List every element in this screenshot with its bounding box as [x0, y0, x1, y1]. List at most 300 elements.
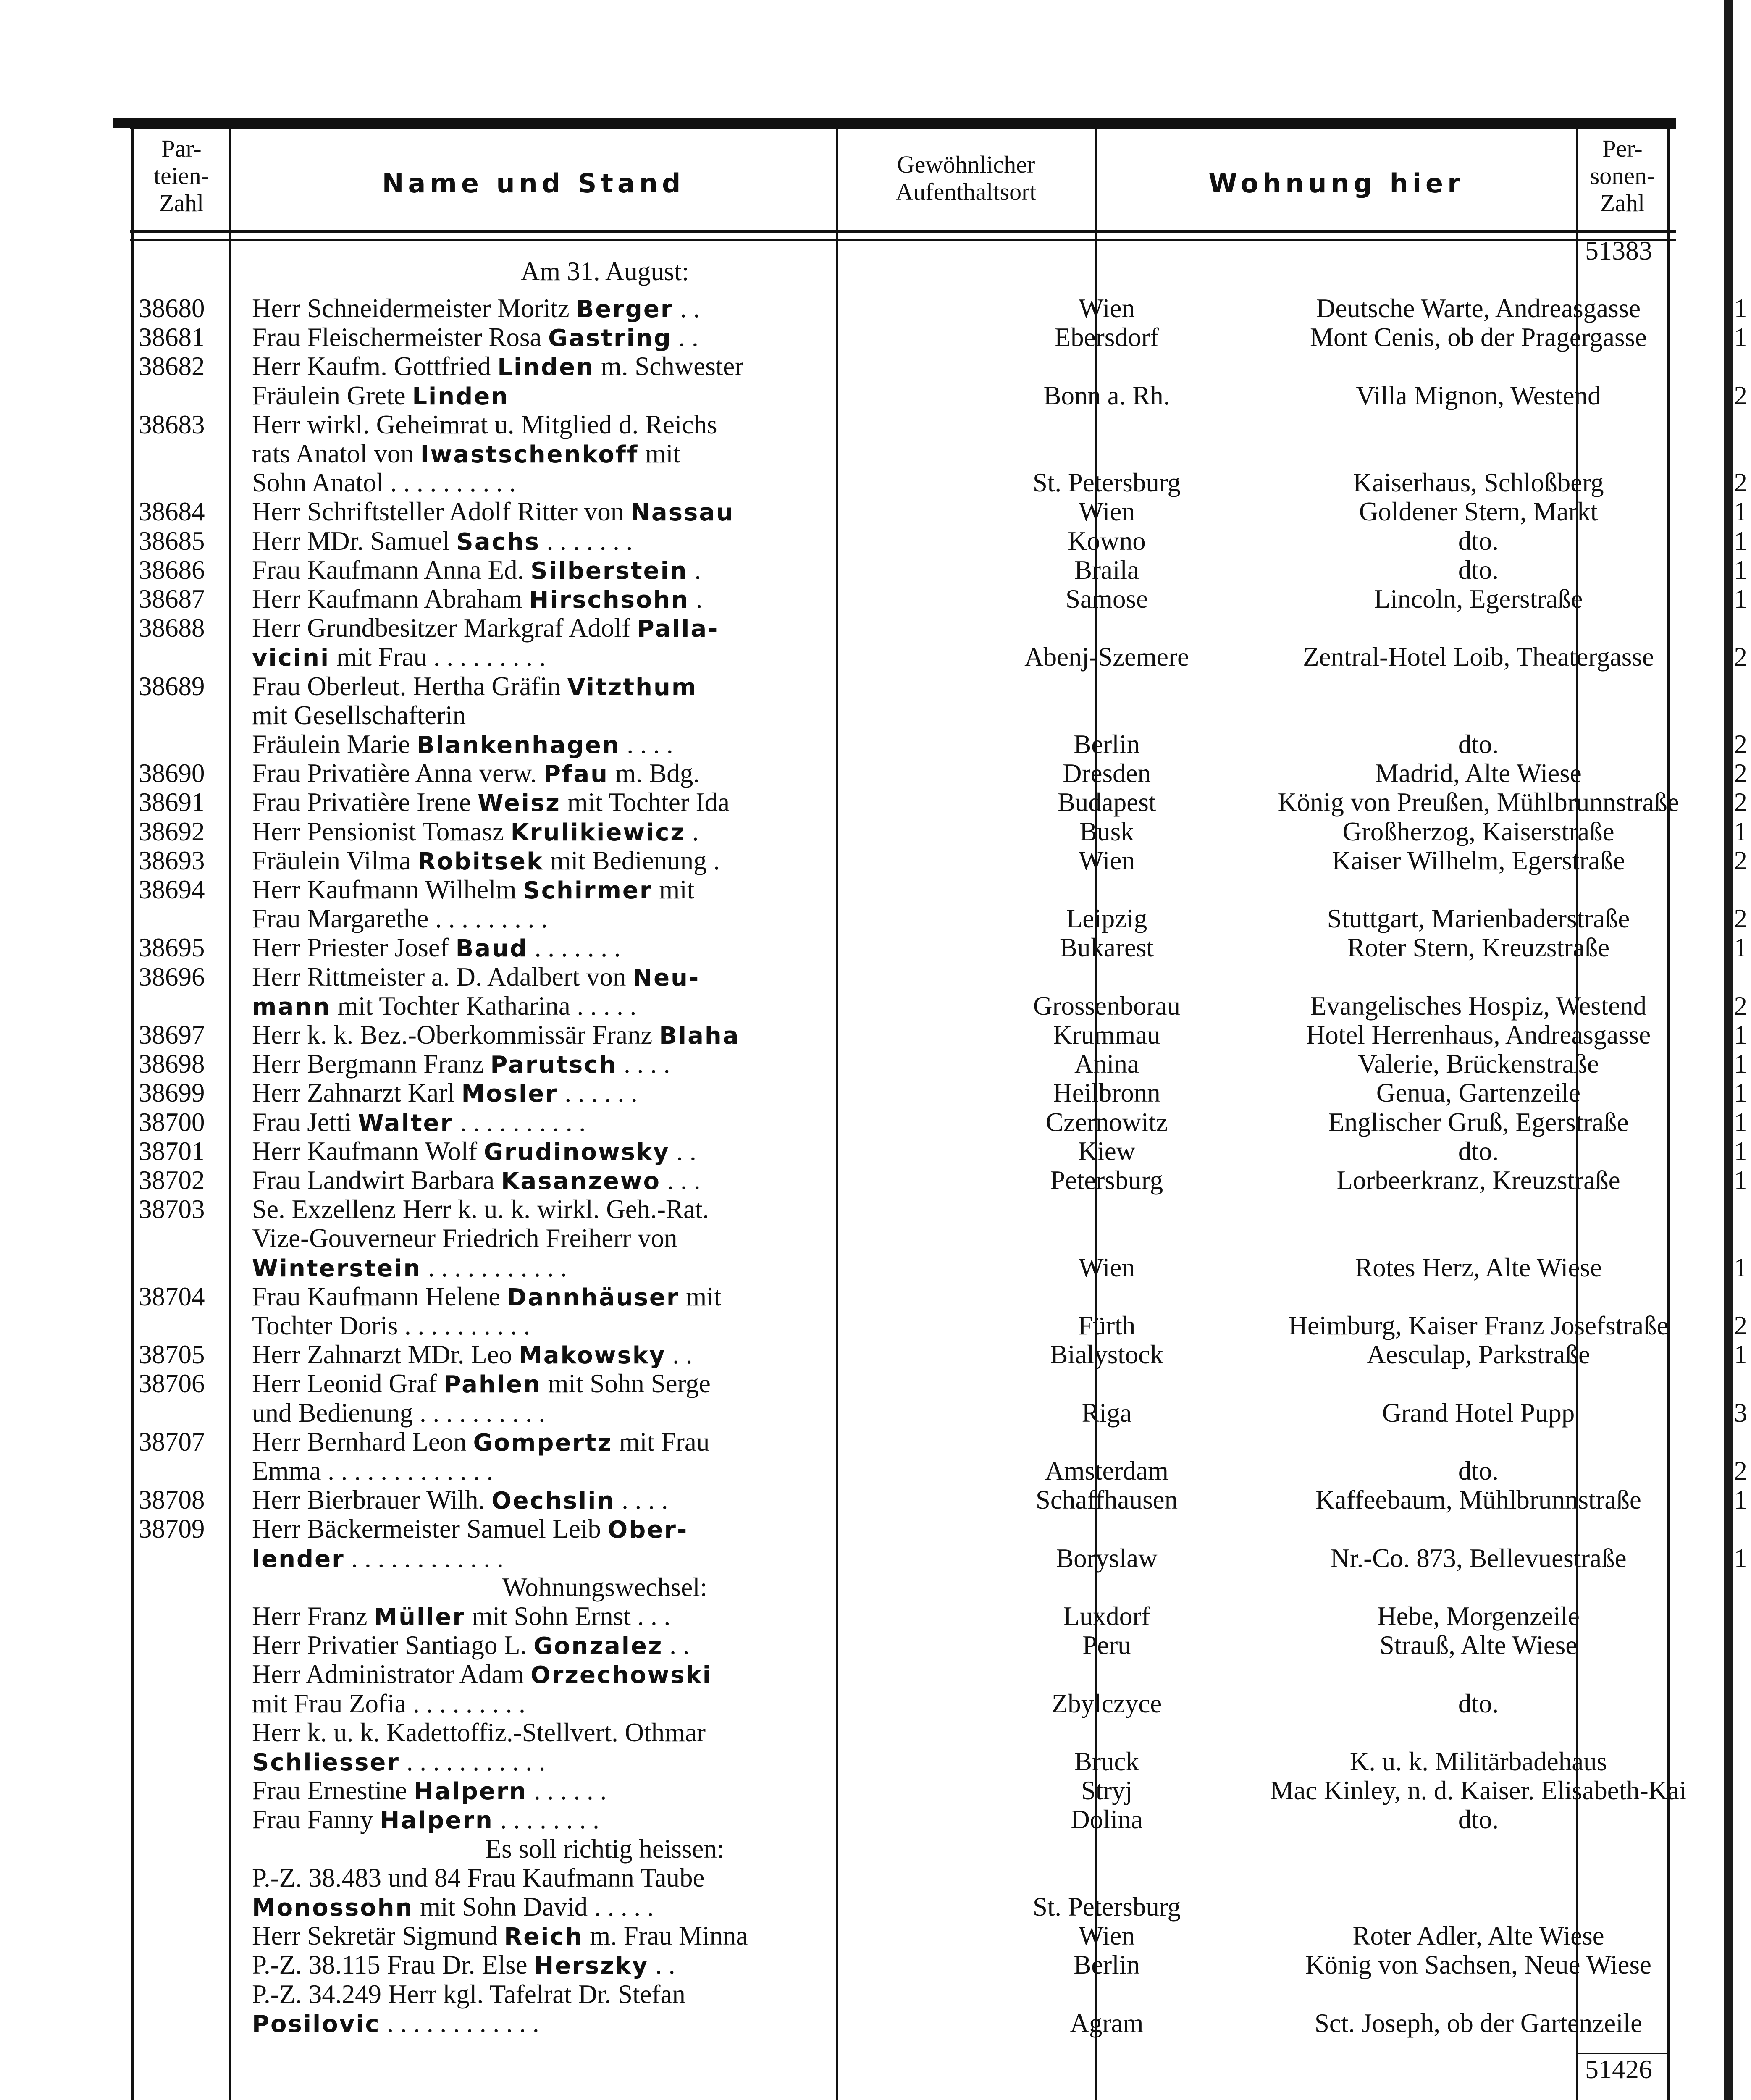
surname: Oechslin	[491, 1487, 615, 1515]
persons-cell: 2	[1734, 381, 1747, 410]
header-name-stand: Name und Stand	[382, 168, 685, 199]
name-tail: . . .	[660, 1166, 701, 1195]
surname: Iwastschenkoff	[420, 441, 639, 468]
persons-cell: 1	[1734, 1252, 1747, 1282]
name-text: Frau Fleischermeister Rosa	[252, 323, 549, 352]
name-tail: . .	[673, 294, 700, 323]
name-cell	[252, 1137, 958, 1167]
lodging-cell: Evangelisches Hospiz, Westend	[1310, 991, 1647, 1021]
name-cell	[252, 1747, 958, 1777]
persons-start: 51383	[1585, 236, 1652, 265]
name-cell	[252, 294, 958, 324]
persons-cell: 1	[1734, 294, 1747, 323]
name-cell	[252, 672, 958, 702]
name-cell	[252, 323, 958, 353]
name-cell	[252, 468, 958, 498]
lodging-cell: Nr.-Co. 873, Bellevuestraße	[1330, 1543, 1627, 1573]
name-text: rats Anatol von	[252, 439, 420, 468]
name-cell	[252, 1602, 958, 1632]
persons-cell: 2	[1734, 642, 1747, 672]
name-tail: mit Sohn Ernst . . .	[465, 1601, 671, 1631]
name-tail: . .	[648, 1950, 675, 1980]
residence-cell: Heilbronn	[1053, 1078, 1160, 1108]
lodging-cell: dto.	[1458, 1805, 1499, 1835]
name-text: Frau Kaufmann Helene	[252, 1281, 507, 1311]
residence-cell: Berlin	[1074, 730, 1140, 759]
name-cell	[252, 2009, 958, 2039]
surname: Vitzthum	[567, 673, 698, 701]
residence-cell: Dresden	[1063, 759, 1151, 788]
lodging-cell: Mac Kinley, n. d. Kaiser. Elisabeth-Kai	[1270, 1776, 1687, 1806]
name-cell	[252, 1893, 958, 1922]
surname: Schirmer	[523, 877, 653, 904]
persons-cell: 2	[1734, 759, 1747, 788]
persons-cell: 2	[1734, 1456, 1747, 1486]
name-text: Herr Bernhard Leon	[252, 1427, 473, 1457]
lodging-cell: Kaiserhaus, Schloßberg	[1353, 468, 1604, 498]
name-cell	[252, 1021, 958, 1050]
residence-cell: Agram	[1070, 2008, 1144, 2038]
party-number: 38682	[139, 352, 205, 381]
name-tail: .	[688, 555, 701, 585]
name-text: Herr Schriftsteller Adolf Ritter von	[252, 497, 631, 527]
name-cell	[252, 1195, 958, 1225]
surname: Berger	[576, 296, 674, 323]
header-personen-line-2: sonen-	[1590, 162, 1655, 189]
party-number: 38680	[139, 294, 205, 323]
persons-cell: 1	[1734, 933, 1747, 963]
name-text: Sohn Anatol . . . . . . . . . .	[252, 468, 516, 498]
residence-cell: Leipzig	[1066, 904, 1147, 934]
name-tail: m. Schwester	[594, 352, 744, 381]
name-cell	[252, 556, 958, 585]
name-text: Herr Schneidermeister Moritz	[252, 294, 576, 323]
persons-cell: 1	[1734, 1107, 1747, 1137]
surname: Kasanzewo	[501, 1168, 661, 1195]
name-cell	[252, 585, 958, 614]
surname: lender	[252, 1545, 345, 1573]
lodging-cell: Kaiser Wilhelm, Egerstraße	[1332, 845, 1625, 875]
lodging-cell: Kaffeebaum, Mühlbrunnstraße	[1315, 1485, 1641, 1515]
name-text: Vize-Gouverneur Friedrich Freiherr von	[252, 1223, 677, 1253]
surname: Gonzalez	[533, 1633, 663, 1660]
lodging-cell: Goldener Stern, Markt	[1359, 497, 1598, 527]
name-cell	[252, 1282, 958, 1312]
name-cell	[252, 1950, 958, 1980]
name-text: mit Frau Zofia . . . . . . . . .	[252, 1688, 525, 1718]
section-wohnungswechsel: Wohnungswechsel:	[502, 1572, 708, 1602]
persons-cell: 1	[1734, 497, 1747, 527]
name-cell	[252, 1689, 958, 1719]
residence-cell: Kowno	[1068, 526, 1146, 556]
name-text: Frau Fanny	[252, 1805, 380, 1835]
name-tail: mit Tochter Katharina . . . . .	[331, 991, 637, 1021]
name-cell	[252, 788, 958, 818]
residence-cell: Kiew	[1078, 1136, 1136, 1166]
name-text: Herr Bäckermeister Samuel Leib	[252, 1514, 608, 1544]
name-text: Herr Franz	[252, 1601, 374, 1631]
name-text: Frau Ernestine	[252, 1776, 414, 1806]
name-text: Herr Bergmann Franz	[252, 1049, 491, 1079]
name-cell	[252, 1253, 958, 1283]
name-tail: mit Sohn David . . . . .	[413, 1892, 654, 1922]
persons-cell: 1	[1734, 1049, 1747, 1079]
name-cell	[252, 1922, 958, 1951]
persons-cell: 1	[1734, 1020, 1747, 1050]
name-text: Frau Privatière Irene	[252, 788, 478, 817]
party-number: 38706	[139, 1369, 205, 1399]
persons-cell: 1	[1734, 555, 1747, 585]
surname: Hirschsohn	[529, 586, 690, 614]
residence-cell: Petersburg	[1050, 1166, 1163, 1195]
residence-cell: Amsterdam	[1045, 1456, 1168, 1486]
name-cell	[252, 1544, 958, 1574]
header-parteien-line-3: Zahl	[159, 189, 204, 217]
surname: Krulikiewicz	[510, 819, 686, 846]
lodging-cell: dto.	[1458, 1688, 1499, 1718]
surname: Herszky	[534, 1952, 649, 1980]
surname: Mosler	[461, 1080, 558, 1108]
name-tail: . .	[663, 1630, 690, 1660]
party-number: 38705	[139, 1340, 205, 1370]
name-cell	[252, 817, 958, 847]
name-cell	[252, 352, 958, 382]
party-number: 38704	[139, 1281, 205, 1311]
name-text: Frau Margarethe . . . . . . . . .	[252, 904, 548, 934]
surname: Halpern	[413, 1778, 528, 1806]
name-tail: . . . .	[620, 730, 673, 759]
name-cell	[252, 1399, 958, 1428]
surname: Linden	[497, 354, 594, 381]
name-text: Herr Bierbrauer Wilh.	[252, 1485, 492, 1515]
header-ort-line-2: Aufenthaltsort	[895, 178, 1037, 205]
surname: Orzechowski	[530, 1662, 712, 1689]
lodging-cell: Heimburg, Kaiser Franz Josefstraße	[1288, 1311, 1669, 1340]
name-cell	[252, 1428, 958, 1457]
name-text: Frau Oberleut. Hertha Gräfin	[252, 671, 567, 701]
residence-cell: St. Petersburg	[1032, 468, 1181, 498]
residence-cell: Bialystock	[1050, 1340, 1163, 1370]
lodging-cell: dto.	[1458, 526, 1499, 556]
name-text: und Bedienung . . . . . . . . . .	[252, 1398, 546, 1428]
residence-cell: Zbylczyce	[1051, 1688, 1162, 1718]
name-cell	[252, 439, 958, 469]
residence-cell: Ebersdorf	[1054, 323, 1159, 352]
persons-cell: 3	[1734, 1398, 1747, 1428]
persons-cell: 1	[1734, 584, 1747, 614]
name-tail: mit	[638, 439, 681, 468]
lodging-cell: Strauß, Alte Wiese	[1379, 1630, 1578, 1660]
party-number: 38703	[139, 1194, 205, 1224]
persons-cell: 1	[1734, 526, 1747, 556]
party-number: 38702	[139, 1166, 205, 1195]
name-cell	[252, 1340, 958, 1370]
name-text: Herr Kaufmann Wolf	[252, 1136, 484, 1166]
lodging-cell: Stuttgart, Marienbaderstraße	[1327, 904, 1630, 934]
name-text: Herr k. k. Bez.-Oberkommissär Franz	[252, 1020, 659, 1050]
name-cell	[252, 1486, 958, 1515]
lodging-cell: dto.	[1458, 1456, 1499, 1486]
name-tail: . . . . . . . .	[493, 1805, 599, 1835]
name-tail: mit Bedienung .	[543, 845, 720, 875]
name-text: Frau Landwirt Barbara	[252, 1166, 501, 1195]
residence-cell: Riga	[1082, 1398, 1132, 1428]
name-tail: mit Frau . . . . . . . . .	[330, 642, 546, 672]
residence-cell: Samose	[1066, 584, 1148, 614]
name-cell	[252, 1660, 958, 1690]
lodging-cell: dto.	[1458, 1136, 1499, 1166]
lodging-cell: Roter Adler, Alte Wiese	[1352, 1921, 1604, 1951]
party-number: 38694	[139, 875, 205, 904]
surname: Gastring	[548, 325, 672, 352]
persons-cell: 1	[1734, 1340, 1747, 1370]
name-tail: .	[685, 816, 699, 846]
party-number: 38696	[139, 962, 205, 992]
name-text: Tochter Doris . . . . . . . . . .	[252, 1311, 530, 1340]
name-text: Herr Sekretär Sigmund	[252, 1921, 504, 1951]
lodging-cell: Mont Cenis, ob der Pragergasse	[1310, 323, 1647, 352]
name-tail: . . . . . . . . . . . .	[380, 2008, 539, 2038]
lodging-cell: König von Preußen, Mühlbrunnstraße	[1278, 788, 1679, 817]
name-cell	[252, 1718, 958, 1748]
residence-cell: Berlin	[1074, 1950, 1140, 1980]
name-cell	[252, 1805, 958, 1835]
header-wohnung: Wohnung hier	[1208, 168, 1465, 199]
section-correction: Es soll richtig heissen:	[485, 1834, 725, 1864]
lodging-cell: Villa Mignon, Westend	[1356, 381, 1601, 410]
lodging-cell: Genua, Gartenzeile	[1376, 1078, 1581, 1108]
persons-cell: 2	[1734, 730, 1747, 759]
name-cell	[252, 963, 958, 992]
surname: Sachs	[456, 528, 540, 556]
surname: Reich	[504, 1923, 583, 1951]
surname: Pfau	[543, 761, 609, 788]
residence-cell: Fürth	[1078, 1311, 1136, 1340]
name-tail: mit Tochter Ida	[560, 788, 730, 817]
residence-cell: Wien	[1079, 497, 1135, 527]
lodging-cell: Grand Hotel Pupp	[1382, 1398, 1575, 1428]
name-text: Herr Kaufm. Gottfried	[252, 352, 498, 381]
name-cell	[252, 1079, 958, 1108]
party-number: 38701	[139, 1136, 205, 1166]
surname: Posilovic	[252, 2010, 381, 2038]
residence-cell: Bukarest	[1060, 933, 1154, 963]
name-tail: . . . .	[617, 1049, 670, 1079]
name-text: Herr Zahnarzt Karl	[252, 1078, 462, 1108]
lodging-cell: Lorbeerkranz, Kreuzstraße	[1336, 1166, 1620, 1195]
residence-cell: Schaffhausen	[1035, 1485, 1178, 1515]
name-tail: . .	[669, 1136, 696, 1166]
lodging-cell: Rotes Herz, Alte Wiese	[1355, 1252, 1602, 1282]
party-number: 38700	[139, 1107, 205, 1137]
name-cell	[252, 730, 958, 760]
name-cell	[252, 643, 958, 672]
surname: Winterstein	[252, 1255, 422, 1282]
residence-cell: Grossenborau	[1033, 991, 1180, 1021]
name-text: Herr Rittmeister a. D. Adalbert von	[252, 962, 633, 992]
residence-cell: Busk	[1079, 816, 1134, 846]
party-number: 38695	[139, 933, 205, 963]
name-cell	[252, 933, 958, 963]
name-tail: m. Bdg.	[609, 759, 700, 788]
residence-cell: Anina	[1074, 1049, 1139, 1079]
name-tail: . .	[672, 323, 698, 352]
party-number: 38685	[139, 526, 205, 556]
name-text: P.-Z. 38.483 und 84 Frau Kaufmann Taube	[252, 1863, 705, 1893]
name-tail: mit Sohn Serge	[541, 1369, 711, 1399]
party-number: 38688	[139, 613, 205, 643]
lodging-cell: Roter Stern, Kreuzstraße	[1347, 933, 1610, 963]
name-cell	[252, 1108, 958, 1138]
header-personen-line-1: Per-	[1602, 135, 1643, 162]
surname: Linden	[412, 383, 509, 410]
name-text: Herr Kaufmann Wilhelm	[252, 875, 523, 904]
name-cell	[252, 1369, 958, 1399]
name-cell	[252, 759, 958, 789]
name-text: Herr Privatier Santiago L.	[252, 1630, 534, 1660]
party-number: 38709	[139, 1514, 205, 1544]
persons-cell: 1	[1734, 816, 1747, 846]
party-number: 38684	[139, 497, 205, 527]
name-tail: . . . . . . . . . . .	[421, 1252, 567, 1282]
party-number: 38687	[139, 584, 205, 614]
residence-cell: Bonn a. Rh.	[1043, 381, 1170, 410]
residence-cell: Stryj	[1081, 1776, 1133, 1806]
persons-cell: 2	[1734, 845, 1747, 875]
surname: Makowsky	[518, 1342, 666, 1370]
name-cell	[252, 1224, 958, 1254]
name-cell	[252, 1631, 958, 1661]
name-text: Herr Administrator Adam	[252, 1659, 531, 1689]
persons-cell: 2	[1734, 468, 1747, 498]
residence-cell: Czernowitz	[1045, 1107, 1168, 1137]
lodging-cell: Sct. Joseph, ob der Gartenzeile	[1314, 2008, 1643, 2038]
name-cell	[252, 1050, 958, 1079]
name-text: Herr Priester Josef	[252, 933, 456, 963]
lodging-cell: K. u. k. Militärbadehaus	[1349, 1747, 1607, 1776]
surname: Silberstein	[530, 557, 688, 585]
name-text: Fräulein Grete	[252, 381, 412, 410]
name-text: Frau Jetti	[252, 1107, 358, 1137]
name-cell	[252, 1166, 958, 1196]
name-tail: . . . . . . .	[540, 526, 633, 556]
party-number: 38698	[139, 1049, 205, 1079]
name-text: Herr Leonid Graf	[252, 1369, 444, 1399]
name-tail: .	[689, 584, 703, 614]
residence-cell: Abenj-Szemere	[1024, 642, 1189, 672]
party-number: 38707	[139, 1427, 205, 1457]
surname: Neu-	[633, 964, 700, 992]
party-number: 38691	[139, 788, 205, 817]
surname: Grudinowsky	[483, 1138, 670, 1166]
header-personen-line-3: Zahl	[1600, 189, 1645, 217]
surname: Dannhäuser	[507, 1284, 680, 1311]
name-text: Herr Kaufmann Abraham	[252, 584, 529, 614]
name-text: Herr MDr. Samuel	[252, 526, 457, 556]
name-tail: m. Frau Minna	[583, 1921, 748, 1951]
surname: mann	[252, 993, 331, 1021]
name-tail: . . . . . . . . . .	[453, 1107, 586, 1137]
name-text: Herr wirkl. Geheimrat u. Mitglied d. Reichs	[252, 410, 717, 439]
party-number: 38686	[139, 555, 205, 585]
name-text: Emma . . . . . . . . . . . . .	[252, 1456, 493, 1486]
residence-cell: Wien	[1079, 1921, 1135, 1951]
persons-cell: 1	[1734, 1078, 1747, 1108]
party-number: 38693	[139, 845, 205, 875]
surname: Robitsek	[417, 848, 544, 875]
name-text: Frau Kaufmann Anna Ed.	[252, 555, 531, 585]
lodging-cell: Großherzog, Kaiserstraße	[1342, 816, 1614, 846]
name-tail: . . . .	[615, 1485, 668, 1515]
persons-cell: 1	[1734, 1166, 1747, 1195]
name-cell	[252, 1311, 958, 1341]
residence-cell: Wien	[1079, 1252, 1135, 1282]
lodging-cell: Lincoln, Egerstraße	[1374, 584, 1583, 614]
name-cell	[252, 875, 958, 905]
name-tail: mit	[679, 1281, 722, 1311]
residence-cell: Bruck	[1074, 1747, 1139, 1776]
name-cell	[252, 614, 958, 643]
name-cell	[252, 1980, 958, 2010]
party-number: 38690	[139, 759, 205, 788]
name-text: Herr k. u. k. Kadettoffiz.-Stellvert. Othmar	[252, 1717, 706, 1747]
surname: Parutsch	[490, 1051, 617, 1079]
name-tail: mit	[652, 875, 695, 904]
persons-end: 51426	[1585, 2054, 1652, 2084]
lodging-cell: Deutsche Warte, Andreasgasse	[1316, 294, 1641, 323]
name-cell	[252, 904, 958, 934]
name-tail: . . . . . . .	[528, 933, 621, 963]
residence-cell: Krummau	[1053, 1020, 1160, 1050]
name-cell	[252, 410, 958, 440]
persons-cell: 1	[1734, 1543, 1747, 1573]
lodging-cell: Aesculap, Parkstraße	[1367, 1340, 1590, 1370]
surname: Gompertz	[473, 1429, 613, 1457]
party-number: 38697	[139, 1020, 205, 1050]
name-tail: . . . . . . . . . . .	[400, 1747, 546, 1776]
name-tail: . . . . . .	[558, 1078, 638, 1108]
lodging-cell: Zentral-Hotel Loib, Theatergasse	[1303, 642, 1654, 672]
name-tail: . . . . . . . . . . . .	[344, 1543, 504, 1573]
lodging-cell: Madrid, Alte Wiese	[1375, 759, 1582, 788]
party-number: 38692	[139, 816, 205, 846]
persons-cell: 2	[1734, 991, 1747, 1021]
name-text: P.-Z. 34.249 Herr kgl. Tafelrat Dr. Stefan	[252, 1979, 685, 2009]
party-number: 38681	[139, 323, 205, 352]
residence-cell: Wien	[1079, 845, 1135, 875]
name-cell	[252, 381, 958, 411]
surname: vicini	[252, 644, 330, 672]
name-text: Se. Exzellenz Herr k. u. k. wirkl. Geh.-Rat.	[252, 1194, 709, 1224]
header-parteien-line-2: teien-	[153, 162, 210, 189]
name-cell	[252, 992, 958, 1021]
name-cell	[252, 1457, 958, 1486]
lodging-cell: Englischer Gruß, Egerstraße	[1328, 1107, 1629, 1137]
surname: Baud	[455, 935, 528, 963]
name-text: Herr Zahnarzt MDr. Leo	[252, 1340, 519, 1370]
residence-cell: Dolina	[1071, 1805, 1143, 1835]
name-text: Herr Pensionist Tomasz	[252, 816, 511, 846]
surname: Blankenhagen	[416, 732, 620, 759]
surname: Walter	[357, 1109, 454, 1137]
residence-cell: Wien	[1079, 294, 1135, 323]
residence-cell: St. Petersburg	[1032, 1892, 1181, 1922]
residence-cell: Budapest	[1057, 788, 1156, 817]
name-text: Fräulein Vilma	[252, 845, 417, 875]
surname: Weisz	[478, 790, 561, 817]
party-number: 38683	[139, 410, 205, 439]
residence-cell: Braila	[1074, 555, 1139, 585]
